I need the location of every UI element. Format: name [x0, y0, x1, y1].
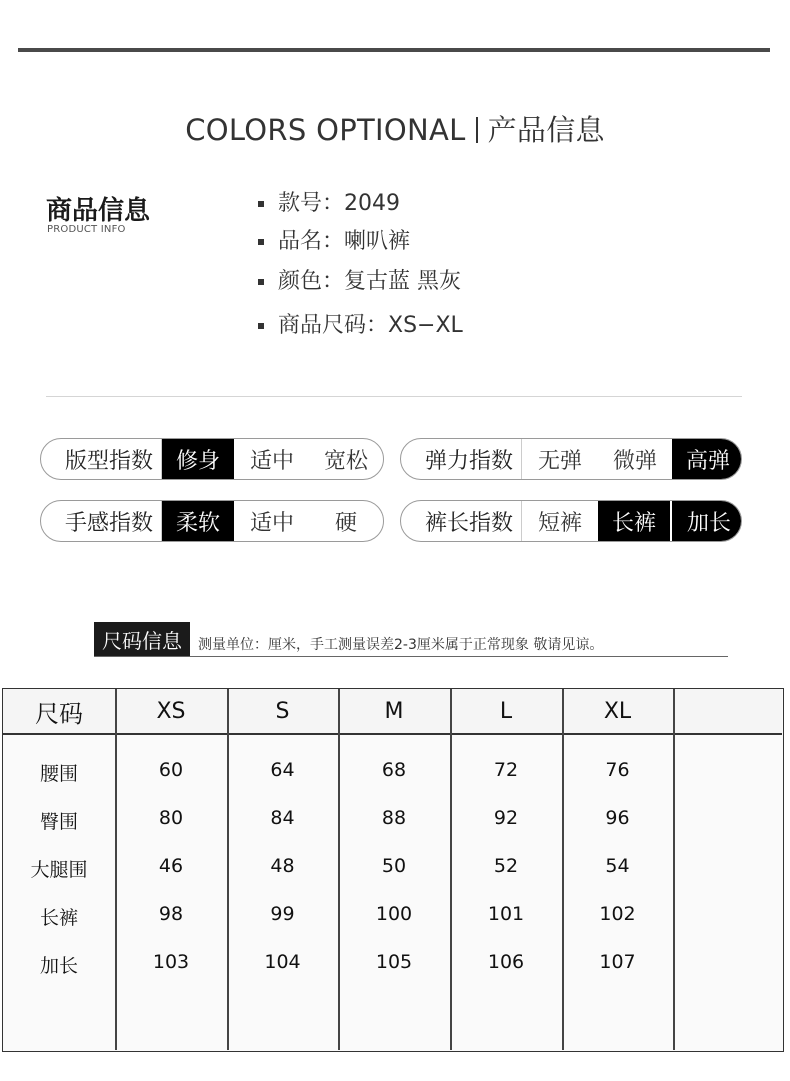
- header-xl: XL: [603, 698, 632, 724]
- row-label: 腰围: [39, 763, 78, 785]
- product-info-heading: 商品信息: [46, 196, 151, 226]
- spec-item: [258, 264, 461, 295]
- table-cell: 54: [605, 855, 630, 877]
- feel-option-soft: 柔软: [162, 501, 234, 541]
- title-separator: [476, 117, 478, 143]
- top-rule: [18, 48, 770, 52]
- fit-option-regular: 适中: [249, 448, 294, 474]
- header-xs: XS: [156, 698, 186, 724]
- table-cell: 80: [158, 807, 184, 829]
- title-chinese: 产品信息: [487, 113, 605, 147]
- table-cell: 103: [152, 951, 190, 973]
- title-english: COLORS OPTIONAL: [185, 113, 466, 147]
- size-table: [2, 688, 784, 1052]
- spec-text: 颜色：复古蓝 黑灰: [278, 269, 461, 294]
- table-cell: 48: [270, 855, 295, 877]
- table-cell: 84: [270, 807, 295, 829]
- table-cell: 92: [493, 807, 519, 829]
- row-label: 臀围: [39, 811, 78, 833]
- section-divider: [46, 396, 742, 397]
- bullet-icon: [258, 323, 264, 329]
- table-cell: 88: [381, 807, 407, 829]
- stretch-option-high: 高弹: [672, 439, 742, 479]
- table-cell: 76: [605, 759, 630, 781]
- stretch-index: [400, 438, 742, 480]
- stretch-option-slight: 微弹: [612, 448, 657, 474]
- size-info-underline: [94, 656, 728, 657]
- row-label: 长裤: [39, 907, 78, 929]
- table-cell: 105: [375, 951, 413, 973]
- size-info-label: 尺码信息: [94, 622, 190, 656]
- length-option-short: 短裤: [537, 510, 582, 536]
- table-cell: 101: [487, 903, 525, 925]
- feel-index: [40, 500, 384, 542]
- header-m: M: [384, 698, 404, 724]
- fit-index-label: 版型指数: [41, 439, 162, 479]
- table-cell: 64: [270, 759, 295, 781]
- stretch-index-label: 弹力指数: [401, 439, 522, 479]
- table-cell: 72: [493, 759, 519, 781]
- table-cell: 52: [493, 855, 519, 877]
- row-label: 大腿围: [30, 859, 88, 881]
- table-cell: 107: [599, 951, 636, 973]
- spec-item: [258, 308, 463, 339]
- length-option-extra-long: 加长: [672, 501, 742, 541]
- column-divider: [673, 689, 675, 1050]
- feel-option-hard: 硬: [334, 510, 357, 536]
- product-info-subheading: PRODUCT INFO: [47, 224, 126, 235]
- fit-option-slim: 修身: [162, 439, 234, 479]
- size-info-note: 测量单位：厘米，手工测量误差2-3厘米属于正常现象 敬请见谅。: [198, 637, 604, 653]
- header-s: S: [275, 698, 290, 724]
- table-cell: 98: [158, 903, 184, 925]
- table-cell: 50: [381, 855, 407, 877]
- header-l: L: [499, 698, 513, 724]
- table-cell: 104: [264, 951, 301, 973]
- length-index: [400, 500, 742, 542]
- spec-text: 款号：2049: [278, 191, 400, 216]
- table-cell: 46: [158, 855, 184, 877]
- row-label: 加长: [39, 955, 78, 977]
- spec-text: 品名：喇叭裤: [278, 229, 411, 254]
- bullet-icon: [258, 279, 264, 285]
- spec-text: 商品尺码：XS−XL: [278, 313, 463, 338]
- header-size: 尺码: [35, 699, 83, 728]
- feel-option-medium: 适中: [249, 510, 294, 536]
- table-cell: 102: [599, 903, 636, 925]
- stretch-option-none: 无弹: [537, 448, 582, 474]
- table-cell: 96: [605, 807, 630, 829]
- spec-item: [258, 224, 410, 255]
- table-cell: 68: [381, 759, 407, 781]
- bullet-icon: [258, 201, 264, 207]
- header-empty: [673, 689, 782, 733]
- feel-index-label: 手感指数: [41, 501, 162, 541]
- spec-item: [258, 186, 400, 217]
- table-cell: 99: [270, 903, 295, 925]
- table-cell: 100: [375, 903, 413, 925]
- fit-option-loose: 宽松: [323, 448, 368, 474]
- bullet-icon: [258, 239, 264, 245]
- length-index-label: 裤长指数: [401, 501, 522, 541]
- table-cell: 60: [158, 759, 184, 781]
- length-option-long: 长裤: [598, 501, 672, 541]
- page-title: [0, 108, 790, 149]
- table-cell: 106: [487, 951, 525, 973]
- fit-index: [40, 438, 384, 480]
